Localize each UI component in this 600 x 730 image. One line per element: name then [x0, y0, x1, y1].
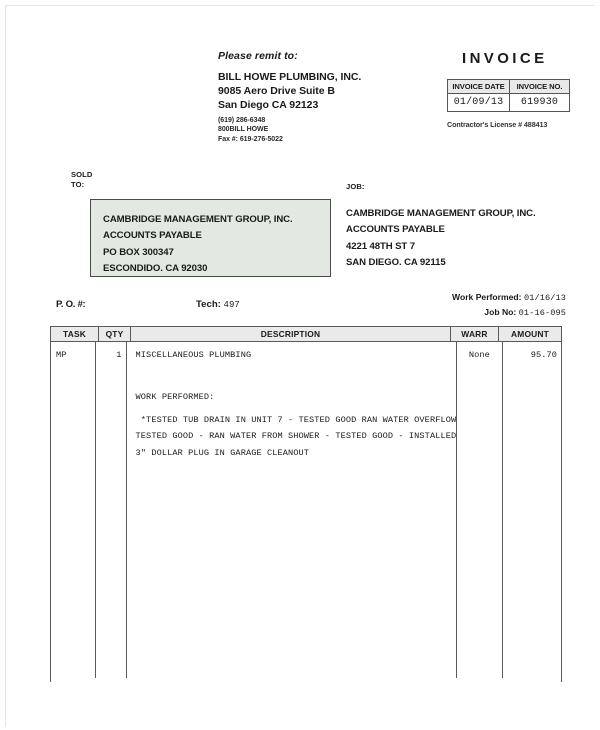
description-content	[127, 342, 457, 461]
job-line-2: ACCOUNTS PAYABLE	[346, 224, 445, 236]
table-cell-task	[51, 342, 96, 678]
remit-fax: Fax #: 619-276-5022	[218, 135, 283, 143]
invoice-number-header: INVOICE NO.	[510, 80, 570, 94]
row-task-value: MP	[56, 350, 67, 360]
invoice-date-value: 01/09/13	[448, 94, 510, 112]
remit-company-name: BILL HOWE PLUMBING, INC.	[218, 71, 362, 83]
remit-phone: (619) 286-6348	[218, 117, 266, 124]
page-title: INVOICE	[462, 50, 548, 67]
work-performed-row	[386, 291, 566, 306]
row-amount-value: 95.70	[530, 350, 557, 360]
line-items-header-row	[51, 327, 561, 342]
work-performed-value: 01/16/13	[523, 293, 566, 303]
po-number-field	[56, 299, 85, 310]
contractor-license-text: Contractor's License # 488413	[447, 120, 548, 129]
sold-to-line-1: CAMBRIDGE MANAGEMENT GROUP, INC.	[103, 214, 293, 225]
column-header-qty: QTY	[99, 327, 131, 341]
table-cell-amount	[503, 342, 561, 678]
sold-to-line-4: ESCONDIDO. CA 92030	[103, 263, 208, 275]
work-performed-line-2: TESTED GOOD - RAN WATER FROM SHOWER - TESTED GOOD - INSTALLED	[135, 431, 457, 442]
work-performed-line-3: 3" DOLLAR PLUG IN GARAGE CLEANOUT	[135, 447, 310, 458]
po-number-label: P. O. #:	[56, 299, 86, 310]
tech-label: Tech:	[196, 299, 221, 310]
invoice-date-header: INVOICE DATE	[448, 80, 510, 94]
invoice-page	[5, 5, 595, 727]
description-spacer	[136, 361, 457, 392]
row-qty-value: 1	[116, 350, 122, 360]
job-label: JOB:	[346, 182, 365, 191]
column-header-description: DESCRIPTION	[131, 327, 451, 341]
job-line-4: SAN DIEGO. CA 92115	[346, 257, 446, 269]
sold-to-label	[71, 170, 93, 190]
invoice-meta-value-row	[448, 94, 570, 112]
tech-field	[196, 299, 240, 310]
remit-toll-free: 800BILL HOWE	[218, 126, 269, 134]
invoice-number-value: 619930	[510, 94, 570, 112]
job-address-block	[346, 206, 586, 272]
tech-value: 497	[223, 300, 240, 310]
work-performed-heading: WORK PERFORMED:	[135, 392, 215, 402]
line-items-body	[51, 342, 561, 682]
work-summary-block	[386, 291, 566, 320]
description-spacer-2	[136, 403, 457, 412]
column-header-amount: AMOUNT	[511, 329, 549, 339]
job-no-value: 01-16-095	[518, 307, 566, 318]
line-items-table	[50, 326, 562, 682]
sold-to-label-line1: SOLD	[71, 170, 93, 179]
table-cell-qty	[96, 342, 126, 678]
invoice-meta-header-row	[448, 80, 570, 94]
job-no-label: Job No:	[484, 306, 517, 317]
work-performed-line-1: *TESTED TUB DRAIN IN UNIT 7 - TESTED GOOD RAN WATER OVERFLOW	[135, 415, 457, 425]
column-header-task: TASK	[51, 327, 99, 341]
work-performed-detail	[136, 412, 457, 461]
invoice-meta-table	[447, 79, 570, 112]
sold-to-label-line2: TO:	[71, 180, 85, 189]
remit-contact-group	[218, 116, 428, 144]
remit-city-state-zip: San Diego CA 92123	[218, 99, 319, 111]
remit-to-lead: Please remit to:	[218, 50, 298, 62]
job-line-3: 4221 48TH ST 7	[346, 240, 415, 252]
sold-to-line-3: PO BOX 300347	[103, 246, 174, 258]
remit-street: 9085 Aero Drive Suite B	[218, 85, 335, 97]
sold-to-address-box	[90, 199, 331, 277]
job-no-row	[386, 306, 566, 321]
row-description-value: MISCELLANEOUS PLUMBING	[135, 350, 252, 360]
work-performed-label: Work Performed:	[451, 292, 522, 302]
row-warr-value: None	[468, 350, 490, 360]
remit-to-block	[218, 50, 428, 144]
table-cell-warr	[457, 342, 502, 678]
job-line-1: CAMBRIDGE MANAGEMENT GROUP, INC.	[346, 208, 536, 219]
sold-to-line-2: ACCOUNTS PAYABLE	[103, 230, 202, 242]
table-cell-description	[127, 342, 458, 678]
column-header-warr: WARR	[451, 327, 499, 341]
